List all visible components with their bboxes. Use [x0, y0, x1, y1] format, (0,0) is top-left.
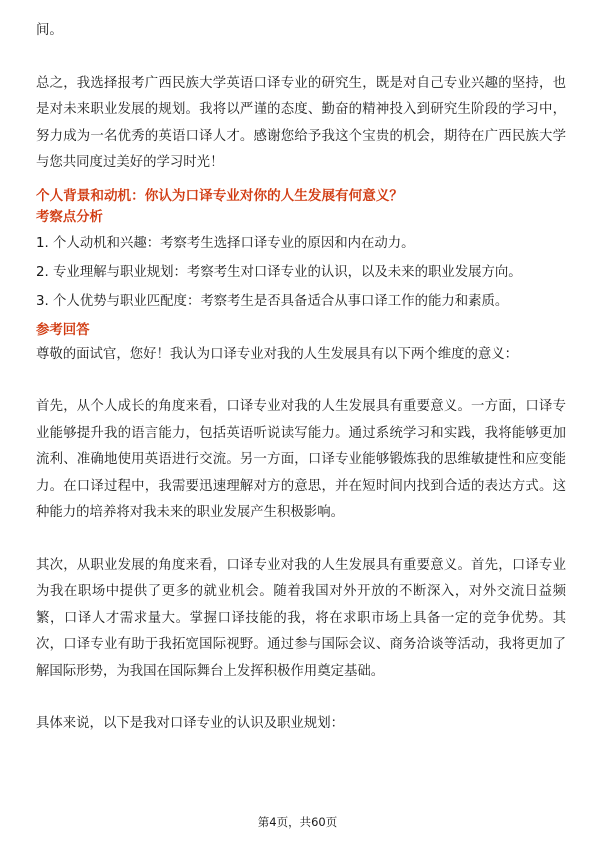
conclusion-paragraph: 总之，我选择报考广西民族大学英语口译专业的研究生，既是对自己专业兴趣的坚持，也是对未来职业发展的规划。我将以严谨的态度、勤奋的精神投入到研究生阶段的学习中，努力成为一名优秀的英语口译人才。感谢您给予我这个宝贵的机会，期待在广西民族大学与您共同度过美好的学习时光！	[36, 75, 566, 170]
answer-paragraph: 首先，从个人成长的角度来看，口译专业对我的人生发展具有重要意义。一方面，口译专业能够提升我的语言能力，包括英语听说读写能力。通过系统学习和实践，我将能够更加流利、准确地使用英语进行交流。另一方面，口译专业能够锻炼我的思维敏捷性和应变能力。在口译过程中，我需要迅速理解对方的意思，并在短时间内找到合适的表达方式。这种能力的培养将对我未来的职业发展产生积极影响。	[36, 399, 566, 520]
answer-paragraph: 具体来说，以下是我对口译专业的认识及职业规划：	[36, 716, 344, 731]
intro-tail-text: 间。	[36, 23, 63, 38]
answer-paragraph: 其次，从职业发展的角度来看，口译专业对我的人生发展具有重要意义。首先，口译专业为我在职场中提供了更多的就业机会。随着我国对外开放的不断深入，对外交流日益频繁，口译人才需求量大。掌握口译技能的我，将在求职市场上具备一定的竞争优势。其次，口译专业有助于我拓宽国际视野。通过参与国际会议、商务洽谈等活动，我将更加了解国际形势，为我国在国际舞台上发挥积极作用奠定基础。	[36, 557, 566, 679]
answer-heading: 参考回答	[36, 322, 90, 338]
analysis-item: 1. 个人动机和兴趣：考察考生选择口译专业的原因和内在动力。	[36, 235, 415, 251]
document-page	[36, 18, 566, 738]
question-title: 个人背景和动机：你认为口译专业对你的人生发展有何意义？	[36, 187, 404, 204]
analysis-item: 3. 个人优势与职业匹配度：考察考生是否具备适合从事口译工作的能力和素质。	[36, 293, 509, 309]
answer-paragraph: 尊敬的面试官，您好！我认为口译专业对我的人生发展具有以下两个维度的意义：	[36, 346, 519, 362]
analysis-item: 2. 专业理解与职业规划：考察考生对口译专业的认识，以及未来的职业发展方向。	[36, 264, 522, 280]
analysis-heading: 考察点分析	[36, 209, 103, 225]
page-number: 第4页，共60页	[257, 815, 338, 829]
